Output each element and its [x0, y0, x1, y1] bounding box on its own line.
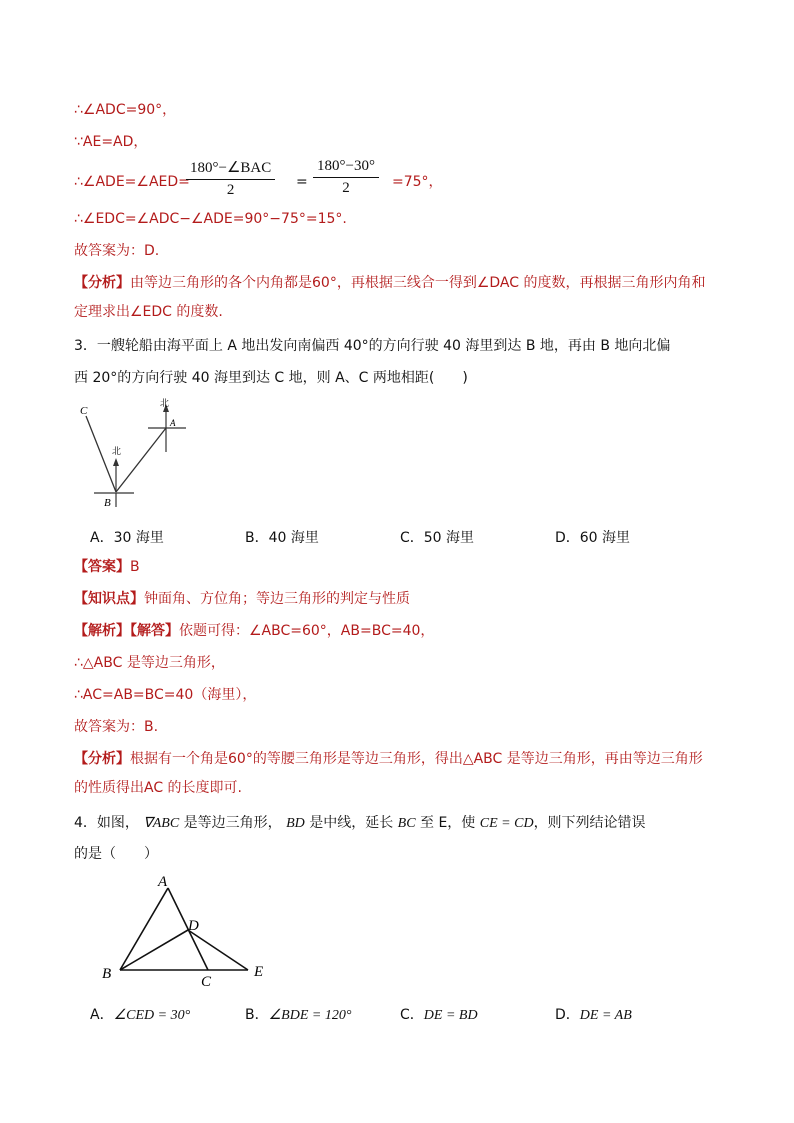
q3-knowledge-point [74, 590, 410, 608]
option-letter: D． [555, 1007, 580, 1023]
knowledge-text: 钟面角、方位角；等边三角形的判定与性质 [144, 591, 410, 607]
q3-explanation [74, 622, 434, 640]
analysis-tag: 【分析】 [74, 751, 130, 767]
q4-label-c: C [201, 974, 212, 990]
q4-bd: BD [286, 816, 305, 831]
fraction-1 [186, 158, 275, 199]
q4-label-b: B [102, 966, 112, 982]
q3-option-b[interactable]: B．40 海里 [245, 530, 319, 546]
sol2-analysis-line-2: 定理求出∠EDC 的度数. [74, 304, 223, 320]
sol-line-ade-result: =75°， [392, 174, 443, 190]
q3-analysis-line-2: 的性质得出AC 的长度即可. [74, 780, 243, 796]
q4-text-wrong: ，则下列结论错误 [533, 815, 646, 831]
fraction-2 [313, 158, 379, 197]
fraction-1-denominator: 2 [226, 182, 235, 198]
answer-value: B [130, 559, 140, 575]
q4-text-equilateral: 是等边三角形， [183, 815, 282, 831]
answer-tag: 【答案】 [74, 559, 130, 575]
q4-option-d[interactable] [555, 1004, 632, 1024]
sol-line-ade-prefix: ∴∠ADE=∠AED= [74, 174, 190, 190]
option-letter: A． [90, 1007, 114, 1023]
analysis-text: 根据有一个角是60°的等腰三角形是等边三角形，得出△ABC 是等边三角形，再由等边三角形 [130, 751, 703, 767]
q3-analysis-line-1 [74, 750, 703, 768]
q3-step-ac: ∴AC=AB=BC=40（海里）， [74, 687, 257, 703]
analysis-tag: 【分析】 [74, 275, 130, 291]
q3-label-a: A [170, 418, 176, 428]
fraction-1-numerator: 180°−∠BAC [186, 158, 275, 180]
sol-line-ae-ad: ∵AE=AD， [74, 134, 148, 150]
q4-triangle-figure [96, 872, 276, 990]
q3-stem-line-2: 西 20°的方向行驶 40 海里到达 C 地，则 A、C 两地相距( ) [74, 370, 468, 386]
option-formula: ∠CED = 30° [113, 1008, 191, 1023]
equals-sign: = [296, 174, 308, 190]
q4-ce-cd: CE = CD [479, 816, 534, 831]
q3-option-d[interactable]: D．60 海里 [555, 530, 631, 546]
q4-text-to-e: 至 E，使 [420, 815, 476, 831]
option-formula: ∠BDE = 120° [268, 1008, 352, 1023]
q3-stem-line-1: 3．一艘轮船由海平面上 A 地出发向南偏西 40°的方向行驶 40 海里到达 B 地，再由 B 地向北偏 [74, 338, 671, 354]
q4-option-c[interactable] [400, 1004, 478, 1024]
q4-label-e: E [254, 964, 264, 980]
q3-label-north-a: 北 [160, 398, 170, 408]
q4-option-b[interactable] [245, 1004, 351, 1024]
analysis-text: 由等边三角形的各个内角都是60°，再根据三线合一得到∠DAC 的度数，再根据三角形内角和 [130, 275, 706, 291]
option-letter: B． [245, 1007, 269, 1023]
q4-text-median: 是中线，延长 [309, 815, 394, 831]
q3-final-answer: 故答案为：B. [74, 719, 159, 735]
fraction-2-numerator: 180°−30° [313, 158, 379, 178]
option-formula: DE = AB [579, 1008, 632, 1023]
q4-option-a[interactable] [90, 1004, 190, 1024]
explanation-text: 依题可得：∠ABC=60°，AB=BC=40， [179, 623, 435, 639]
q4-label-d: D [188, 918, 199, 934]
q4-stem-line-1 [74, 814, 646, 833]
q4-stem-line-2: 的是（ ） [74, 846, 158, 862]
option-letter: C． [400, 1007, 424, 1023]
sol2-analysis-line-1 [74, 274, 705, 292]
q4-bc: BC [397, 816, 416, 831]
q3-option-a[interactable]: A．30 海里 [90, 530, 164, 546]
q4-number: 4．如图， [74, 815, 139, 831]
q3-label-b: B [104, 497, 111, 509]
explanation-tag: 【解析】【解答】 [74, 623, 179, 639]
q3-step-equilateral: ∴△ABC 是等边三角形， [74, 655, 225, 671]
q3-answer [74, 558, 140, 576]
q4-triangle-abc: ∇ABC [143, 816, 180, 831]
knowledge-tag: 【知识点】 [74, 591, 144, 607]
fraction-2-denominator: 2 [342, 180, 350, 196]
q3-option-c[interactable]: C．50 海里 [400, 530, 475, 546]
option-formula: DE = BD [423, 1008, 478, 1023]
q3-label-north-b: 北 [112, 446, 122, 456]
sol2-answer: 故答案为：D. [74, 243, 160, 259]
q4-label-a: A [158, 874, 168, 890]
sol-line-adc: ∴∠ADC=90°， [74, 102, 177, 118]
q3-bearing-figure [74, 396, 194, 514]
sol-line-edc: ∴∠EDC=∠ADC−∠ADE=90°−75°=15°. [74, 211, 347, 227]
q3-label-c: C [80, 405, 88, 417]
